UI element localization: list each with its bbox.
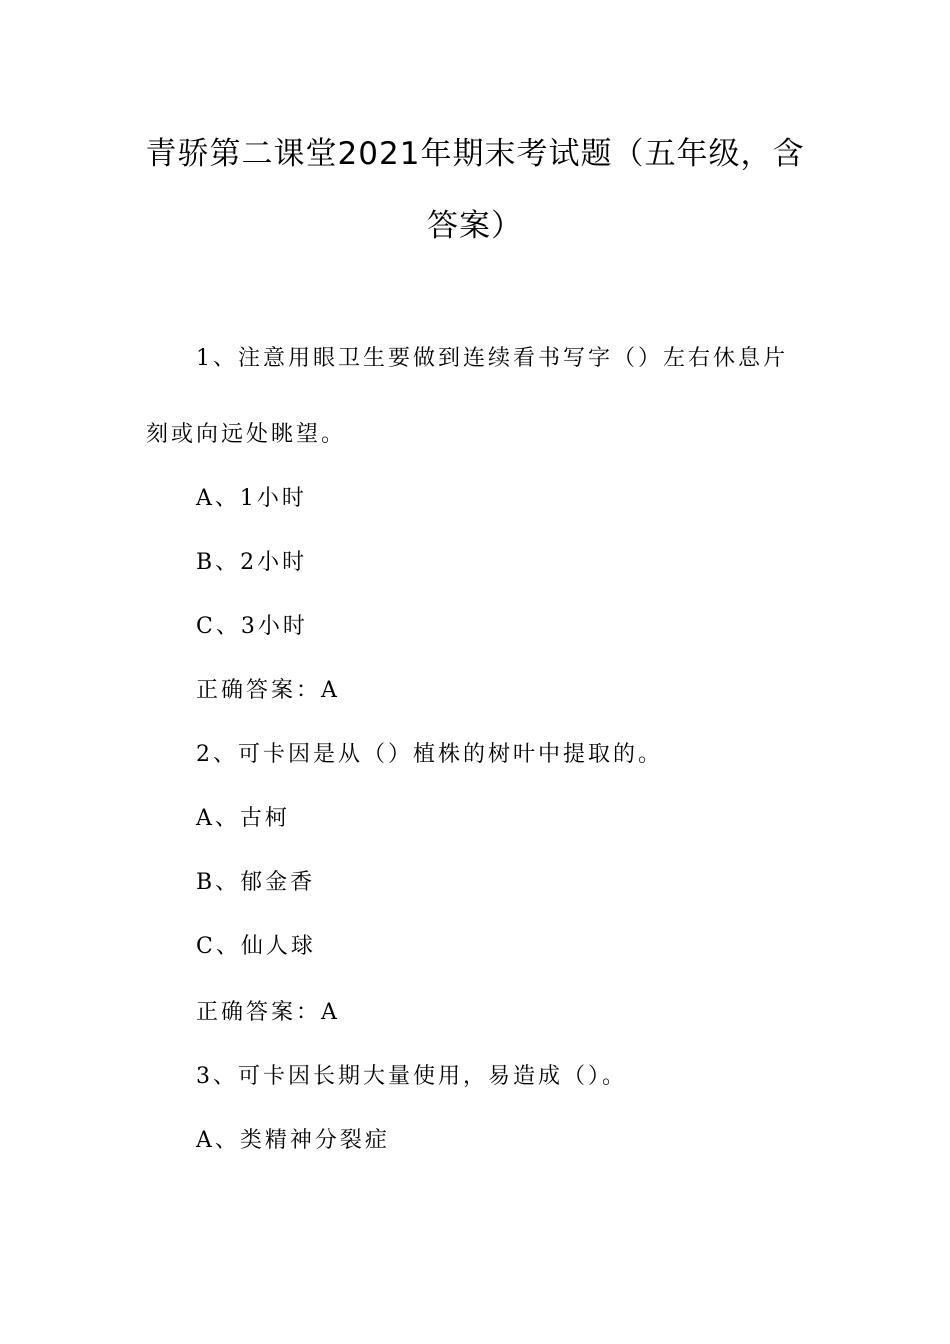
question-1-answer: 正确答案：A bbox=[196, 678, 340, 703]
question-1-text: 1、注意用眼卫生要做到连续看书写字（）左右休息片 bbox=[196, 346, 788, 371]
question-2-option-c: C、仙人球 bbox=[196, 934, 316, 959]
question-1-option-c: C、3小时 bbox=[196, 614, 308, 639]
document-title-line-2: 答案） bbox=[427, 208, 523, 244]
question-2-text: 2、可卡因是从（）植株的树叶中提取的。 bbox=[196, 742, 663, 767]
question-1-option-b: B、2小时 bbox=[196, 550, 308, 575]
question-2-option-a: A、古柯 bbox=[196, 806, 290, 831]
question-3-option-a: A、类精神分裂症 bbox=[196, 1128, 390, 1153]
question-1-option-a: A、1小时 bbox=[196, 486, 307, 511]
question-1-text-continued: 刻或向远处眺望。 bbox=[146, 422, 347, 447]
question-2-answer: 正确答案：A bbox=[196, 1000, 340, 1025]
question-2-option-b: B、郁金香 bbox=[196, 870, 316, 895]
document-title-line-1: 青骄第二课堂2021年期末考试题（五年级，含 bbox=[145, 136, 805, 172]
question-3-text: 3、可卡因长期大量使用，易造成（）。 bbox=[196, 1064, 627, 1089]
